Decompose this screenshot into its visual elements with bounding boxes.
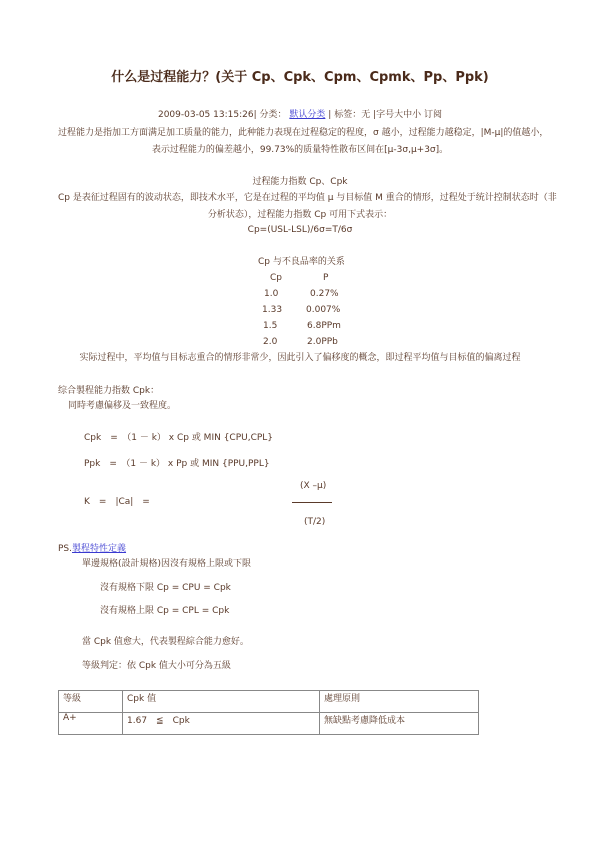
- table-header-cell: 處理原則: [320, 691, 479, 713]
- relation-p-value: 0.27%: [310, 289, 339, 299]
- process-characteristics-link[interactable]: 製程特性定義: [72, 544, 127, 554]
- page-title: 什么是过程能力？(关于 Cp、Cpk、Cpm、Cpmk、Pp、Ppk): [111, 70, 489, 85]
- table-row: [59, 713, 479, 735]
- font-size-options[interactable]: |字号大中小: [373, 110, 422, 120]
- tags-label: 标签：无: [334, 110, 371, 120]
- fraction-line: [292, 502, 332, 503]
- relation-cp-value: 2.0: [263, 337, 278, 347]
- relation-heading: Cp 与不良品率的关系: [258, 257, 345, 267]
- meta-separator: |: [328, 110, 332, 120]
- relation-cp-value: 1.33: [262, 305, 283, 315]
- k-numerator: (X –μ): [300, 481, 327, 491]
- no-lower-limit-text: 沒有規格下限 Cp = CPU = Cpk: [100, 583, 231, 593]
- k-denominator: (T/2): [304, 517, 326, 527]
- grade-judgement-text: 等級判定：依 Cpk 值大小可分為五級: [82, 661, 231, 671]
- cpk-heading: 综合製程能力指数 Cpk：: [58, 386, 160, 396]
- relation-col-p: P: [323, 273, 329, 283]
- cpk-formula: Cpk = （1 － k） x Cp 或 MIN {CPU,CPL}: [84, 433, 274, 443]
- cp-formula: Cp=(USL-LSL)/6σ=T/6σ: [247, 225, 353, 235]
- post-datetime: 2009-03-05 13:15:26|: [157, 110, 257, 120]
- table-header-cell: 等級: [59, 691, 123, 713]
- cpk-desc: 同時考慮偏移及一致程度。: [68, 401, 177, 411]
- relation-col-cp: Cp: [270, 273, 282, 283]
- cp-desc-line-2: 分析状态），过程能力指数 Cp 可用下式表示：: [207, 210, 393, 220]
- no-upper-limit-text: 沒有規格上限 Cp = CPL = Cpk: [100, 606, 230, 616]
- relation-p-value: 0.007%: [306, 305, 341, 315]
- larger-cpk-text: 當 Cpk 值愈大，代表製程綜合能力愈好。: [82, 637, 249, 647]
- category-label: 分类：: [259, 110, 287, 120]
- table-cell: 無缺點考慮降低成本: [320, 713, 479, 735]
- table-header-cell: Cpk 值: [123, 691, 320, 713]
- ps-prefix: PS.: [58, 544, 73, 554]
- table-cell: A+: [59, 713, 123, 735]
- table-cell: 1.67 ≦ Cpk: [123, 713, 320, 735]
- category-link[interactable]: 默认分类: [289, 110, 326, 120]
- grade-table: [58, 690, 479, 735]
- subscribe-link[interactable]: 订阅: [424, 110, 443, 120]
- relation-cp-value: 1.0: [264, 289, 279, 299]
- single-spec-text: 單邊規格(設計規格)因沒有規格上限或下限: [82, 559, 252, 569]
- relation-p-value: 6.8PPm: [307, 321, 341, 331]
- ppk-formula: Ppk = （1 － k） x Pp 或 MIN {PPU,PPL}: [84, 459, 270, 469]
- table-header-row: [59, 691, 479, 713]
- relation-note: 实际过程中，平均值与目标志重合的情形非常少，因此引入了偏移度的概念，即过程平均值与目标值的偏离过程: [79, 353, 521, 363]
- k-formula: K = |Ca| =: [84, 497, 150, 507]
- intro-line-2: 表示过程能力的偏差越小，99.73%的质量特性散布区间在[μ-3σ,μ+3σ]。: [151, 145, 449, 155]
- cp-heading: 过程能力指数 Cp、Cpk: [252, 177, 348, 187]
- relation-cp-value: 1.5: [263, 321, 278, 331]
- relation-p-value: 2.0PPb: [307, 337, 338, 347]
- cp-desc-line-1: Cp 是表征过程固有的波动状态，即技术水平，它是在过程的平均值 μ 与目标值 M 重合的情形，过程处于统计控制状态时（非: [58, 193, 557, 203]
- post-meta: [0, 107, 600, 120]
- intro-line-1: 过程能力是指加工方面满足加工质量的能力，此种能力表现在过程稳定的程度，σ 越小，过程能力越稳定，|M-μ|的值越小，: [58, 128, 549, 138]
